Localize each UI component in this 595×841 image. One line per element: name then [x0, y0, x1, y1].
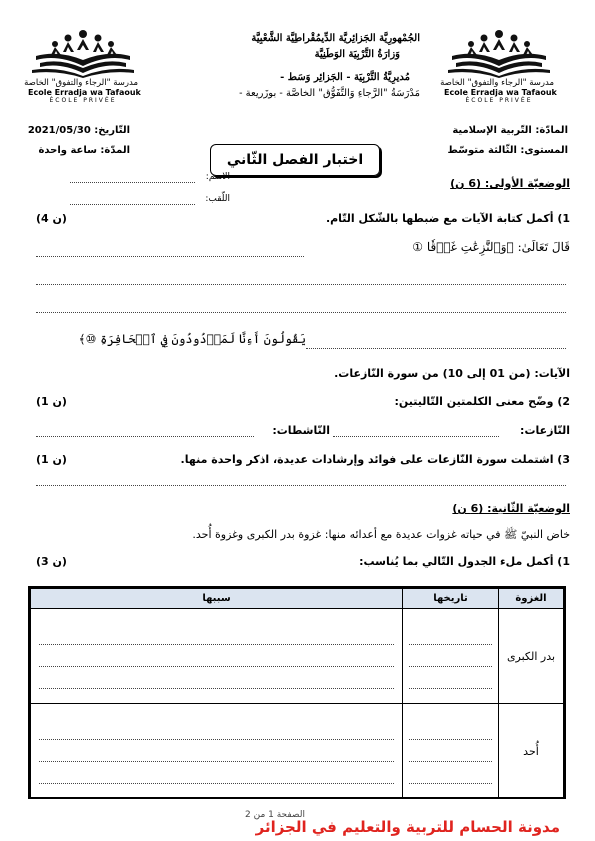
- col-header-battle: الغزوة: [499, 589, 564, 609]
- verse-start-label: قَالَ تَعَالَىٰ:: [517, 240, 570, 254]
- battle-name: بدر الكبرى: [506, 649, 556, 663]
- col-header-date: تاريخها: [403, 589, 499, 609]
- answer-line[interactable]: [36, 312, 566, 313]
- name-field[interactable]: [70, 182, 195, 183]
- s1-q2-points: (1 ن): [36, 395, 67, 408]
- col-header-cause: سببها: [31, 589, 403, 609]
- school-emblem-icon: [444, 26, 554, 78]
- header-directorate: مُديرِيَّةُ التَّرْبِيَة - الجَزائِر وَسَط -: [280, 72, 410, 83]
- surname-field[interactable]: [70, 204, 195, 205]
- school-emblem-icon: [28, 26, 138, 78]
- battle-name-cell: [499, 609, 564, 704]
- school-logo-right: [440, 26, 557, 104]
- s1-q1: 1) أكمل كتابة الآيات مع ضبطها بالشّكل التّام.: [325, 212, 570, 225]
- header-school: مَدْرَسَةُ "الرَّجاءِ وَالتَّفَوُّق" الخاصَّة - بوزَريعة -: [239, 88, 420, 99]
- word1-answer[interactable]: [333, 436, 499, 437]
- level-label: المستوى: الثّالثة متوسّط: [447, 145, 568, 156]
- battles-table: [28, 586, 566, 799]
- s2-q1: 1) أكمل ملء الجدول التّالي بما يُناسب:: [359, 555, 570, 568]
- school-name-fr: Ecole Erradja wa Tafaouk: [444, 88, 557, 97]
- exam-title: اختبار الفصل الثّاني: [210, 144, 380, 176]
- name-label: الاسم:: [205, 172, 230, 182]
- school-private-label: ÉCOLE PRIVÉE: [465, 97, 533, 104]
- school-name-ar: مدرسة "الرجاء والتفوق" الخاصة: [24, 78, 138, 88]
- duration-label: المدّة: ساعة واحدة: [38, 145, 130, 156]
- date-label: التّاريخ: 2021/05/30: [27, 125, 130, 136]
- header-republic: الجُمْهورِيَّة الجَزائِريَّة الدِّيمُقْراطِيَّة الشَّعْبِيَّة: [251, 33, 420, 44]
- header-lines: [180, 32, 420, 100]
- s1-q2: 2) وضّح معنى الكلمتين التّاليتين:: [394, 395, 570, 408]
- battle-name: أُحد: [523, 744, 539, 758]
- table-row: [31, 704, 564, 799]
- word2-label: النّاشطات:: [272, 424, 330, 437]
- s2-q1-points: (3 ن): [36, 555, 67, 568]
- subject-label: المادّة: التّربية الإسلامية: [452, 125, 568, 136]
- header-ministry: وَزارَةُ التَّرْبِيَة الوَطَنِيَّة: [314, 49, 400, 60]
- battle-cause-cell[interactable]: [31, 609, 403, 704]
- school-logo-left: [24, 26, 141, 104]
- battle-date-cell[interactable]: [403, 609, 499, 704]
- page-number: الصفحة 1 من 2: [245, 810, 305, 820]
- s2-intro: خاض النبيّ ﷺ في حياته غزوات عديدة مع أعدائه منها: غزوة بدر الكبرى وغزوة أُحد.: [192, 528, 570, 541]
- verse-start: [300, 240, 570, 254]
- verse-reference: الآيات: (من 01 إلى 10) من سورة النّازعات.: [334, 367, 570, 380]
- school-name-ar: مدرسة "الرجاء والتفوق" الخاصة: [440, 78, 554, 88]
- school-private-label: ÉCOLE PRIVÉE: [49, 97, 117, 104]
- school-name-fr: Ecole Erradja wa Tafaouk: [28, 88, 141, 97]
- battle-name-cell: [499, 704, 564, 799]
- s1-q3: 3) اشتملت سورة النّازعات على فوائد وإرشادات عديدة، اذكر واحدة منها.: [180, 453, 570, 466]
- word2-answer[interactable]: [36, 436, 254, 437]
- table-row: [31, 609, 564, 704]
- word1-label: النّازعات:: [520, 424, 570, 437]
- answer-line[interactable]: [36, 284, 566, 285]
- answer-line[interactable]: [306, 348, 566, 349]
- surname-label: اللّقب:: [205, 194, 230, 204]
- verse-start-text: ﴿وَٱلنَّٰزِعَٰتِ غَرۡقٗا ①: [412, 240, 514, 254]
- s1-q1-points: (4 ن): [36, 212, 67, 225]
- s1-q3-points: (1 ن): [36, 453, 67, 466]
- blog-watermark: مدونة الحسام للتربية والتعليم في الجزائر: [255, 818, 560, 836]
- answer-line[interactable]: [36, 485, 566, 486]
- battle-cause-cell[interactable]: [31, 704, 403, 799]
- section2-title: الوضعيّة الثّانية: (6 ن): [452, 502, 570, 515]
- section1-title: الوضعيّة الأولى: (6 ن): [450, 177, 570, 190]
- verse-end: يَقُولُونَ أَءِنَّا لَمَرۡدُودُونَ فِي ٱلۡحَافِرَةِ ⑩﴾: [78, 332, 306, 346]
- battle-date-cell[interactable]: [403, 704, 499, 799]
- answer-line[interactable]: [36, 256, 304, 257]
